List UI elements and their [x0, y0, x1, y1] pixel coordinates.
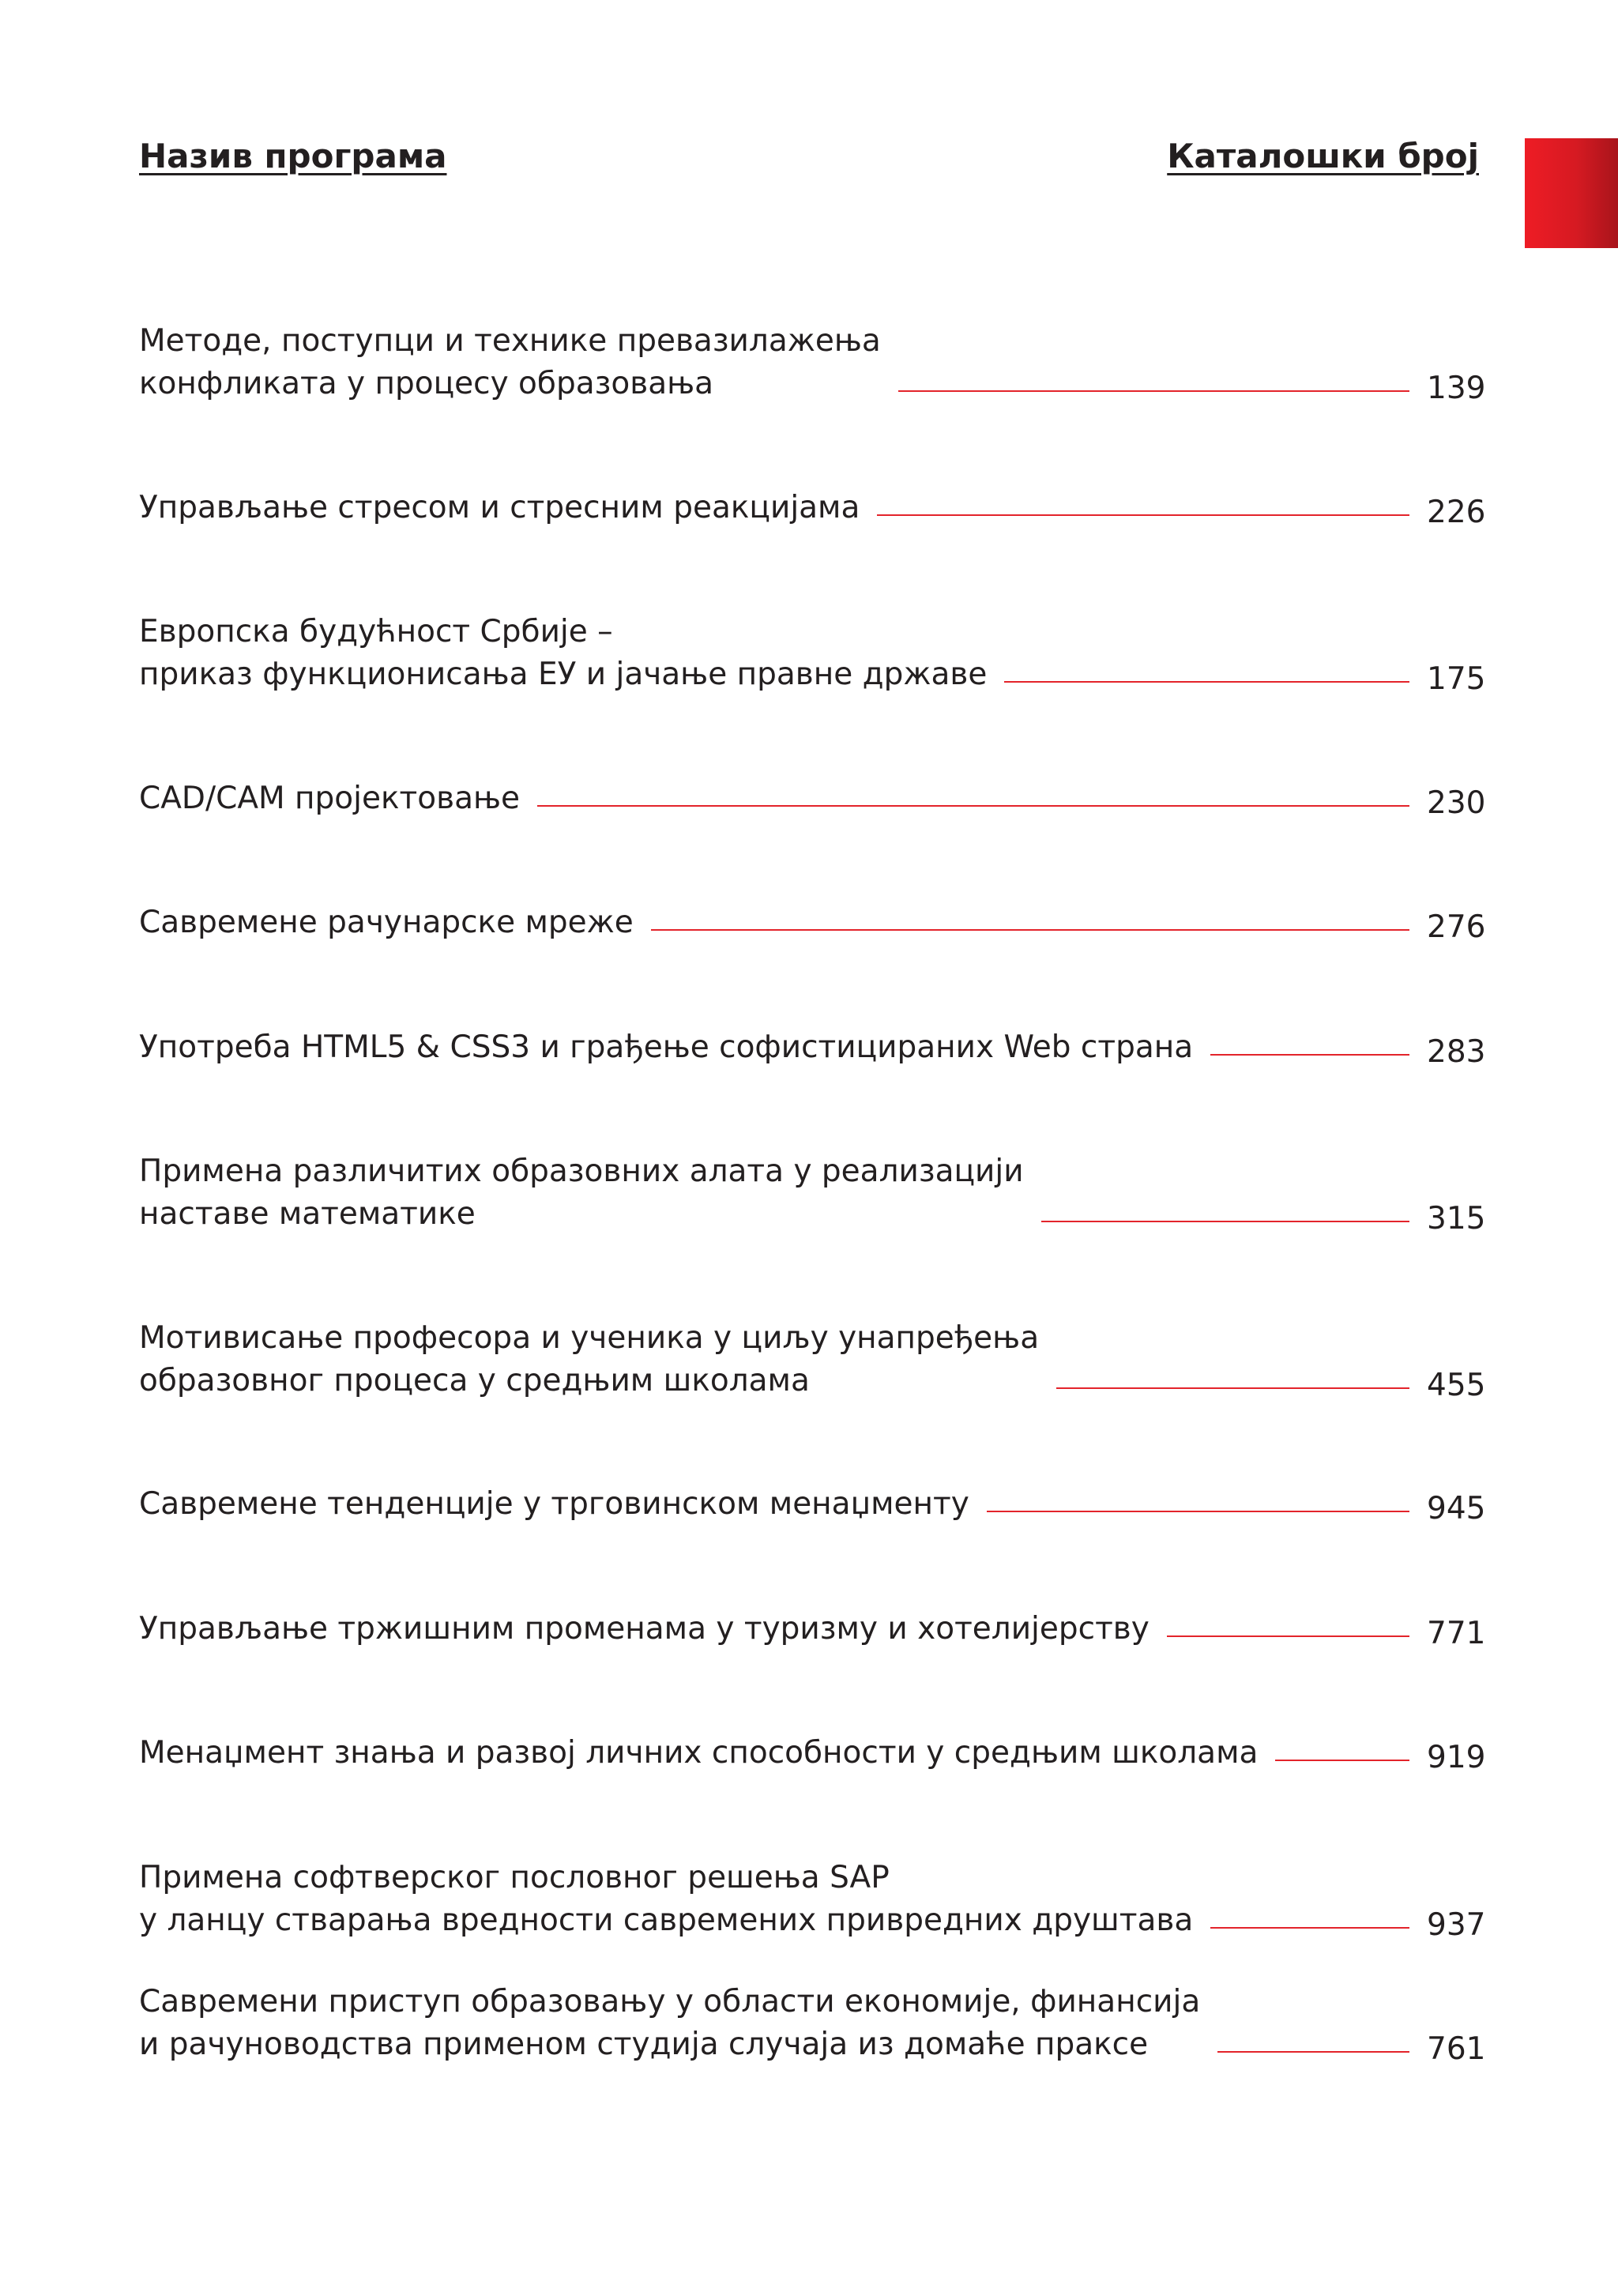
program-title: [139, 1981, 1200, 2066]
leader-line: [1004, 681, 1409, 683]
program-title: [139, 1026, 1193, 1069]
program-title-line: приказ функционисања ЕУ и јачање правне државе: [139, 657, 988, 692]
program-title: [139, 320, 881, 405]
program-title: [139, 777, 520, 820]
catalog-number-heading: Каталошки број: [1167, 137, 1479, 175]
program-title: [139, 611, 987, 696]
list-item: [139, 1981, 1486, 2067]
program-title-line: CAD/CAM пројектовање: [139, 781, 521, 816]
program-title-line: Менаџмент знања и развој личних способности у средњим школама: [139, 1735, 1259, 1771]
program-title-line: Методе, поступци и технике превазилажења: [139, 323, 881, 359]
program-title-line: образовног процеса у средњим школама: [139, 1363, 810, 1398]
catalog-number: 175: [1427, 661, 1486, 697]
program-title-line: конфликата у процесу образовања: [139, 366, 714, 401]
program-title: [139, 1483, 969, 1526]
program-title-line: Савремени приступ образовању у области економије, финансија: [139, 1984, 1201, 2019]
leader-line: [1210, 1927, 1409, 1929]
program-title-line: Управљање стресом и стресним реакцијама: [139, 490, 860, 525]
program-title-line: наставе математике: [139, 1196, 476, 1232]
list-item: [139, 1608, 1486, 1651]
program-title-line: Савремене рачунарске мреже: [139, 905, 634, 940]
leader-line: [1275, 1760, 1409, 1761]
catalog-number: 315: [1427, 1201, 1486, 1236]
program-title-line: Европска будућност Србије –: [139, 614, 613, 649]
leader-line: [1056, 1387, 1409, 1389]
table-header: [139, 133, 1479, 180]
list-item: [139, 1857, 1486, 1943]
program-title: [139, 1608, 1150, 1650]
program-title-line: Употреба HTML5 & CSS3 и грађење софистицираних Web страна: [139, 1029, 1194, 1065]
catalog-number: 937: [1427, 1907, 1486, 1943]
leader-line: [1167, 1635, 1409, 1637]
list-item: [139, 901, 1486, 945]
leader-line: [987, 1511, 1409, 1512]
catalog-number: 139: [1427, 371, 1486, 406]
program-name-heading: Назив програма: [139, 137, 447, 175]
program-title-line: Управљање тржишним променама у туризму и хотелијерству: [139, 1611, 1150, 1647]
program-title-line: Примена различитих образовних алата у реализацији: [139, 1154, 1024, 1189]
list-item: [139, 1483, 1486, 1526]
list-item: [139, 1150, 1486, 1236]
catalog-number: 455: [1427, 1368, 1486, 1403]
catalog-number: 919: [1427, 1740, 1486, 1775]
leader-line: [537, 805, 1409, 807]
catalog-number: 226: [1427, 495, 1486, 530]
list-item: [139, 1732, 1486, 1775]
list-item: [139, 1317, 1486, 1403]
program-title-line: и рачуноводства применом студија случаја из домаће праксе: [139, 2027, 1149, 2062]
catalog-number: 945: [1427, 1491, 1486, 1526]
list-item: [139, 487, 1486, 530]
program-title: [139, 1857, 1193, 1942]
program-title: [139, 1150, 1024, 1236]
list-item: [139, 320, 1486, 406]
list-item: [139, 1026, 1486, 1070]
leader-line: [1210, 1054, 1409, 1056]
program-title-line: у ланцу стварања вредности савремених привредних друштава: [139, 1903, 1194, 1938]
program-title-line: Примена софтверског пословног решења SAP: [139, 1860, 890, 1895]
catalog-number: 283: [1427, 1034, 1486, 1070]
catalog-number: 276: [1427, 909, 1486, 945]
program-title-line: Мотивисање професора и ученика у циљу унапређења: [139, 1320, 1040, 1356]
leader-line: [898, 390, 1409, 392]
program-title: [139, 487, 860, 529]
catalog-number: 230: [1427, 785, 1486, 821]
leader-line: [651, 929, 1409, 931]
leader-line: [1041, 1221, 1409, 1222]
list-item: [139, 777, 1486, 821]
list-item: [139, 611, 1486, 697]
program-title-line: Савремене тенденције у трговинском менаџменту: [139, 1486, 969, 1522]
leader-line: [1217, 2051, 1409, 2053]
program-title: [139, 1732, 1258, 1775]
program-title: [139, 1317, 1039, 1402]
catalog-number: 771: [1427, 1616, 1486, 1651]
program-title: [139, 901, 634, 944]
red-tab-marker: [1525, 138, 1618, 248]
catalog-number: 761: [1427, 2031, 1486, 2067]
leader-line: [877, 514, 1409, 516]
